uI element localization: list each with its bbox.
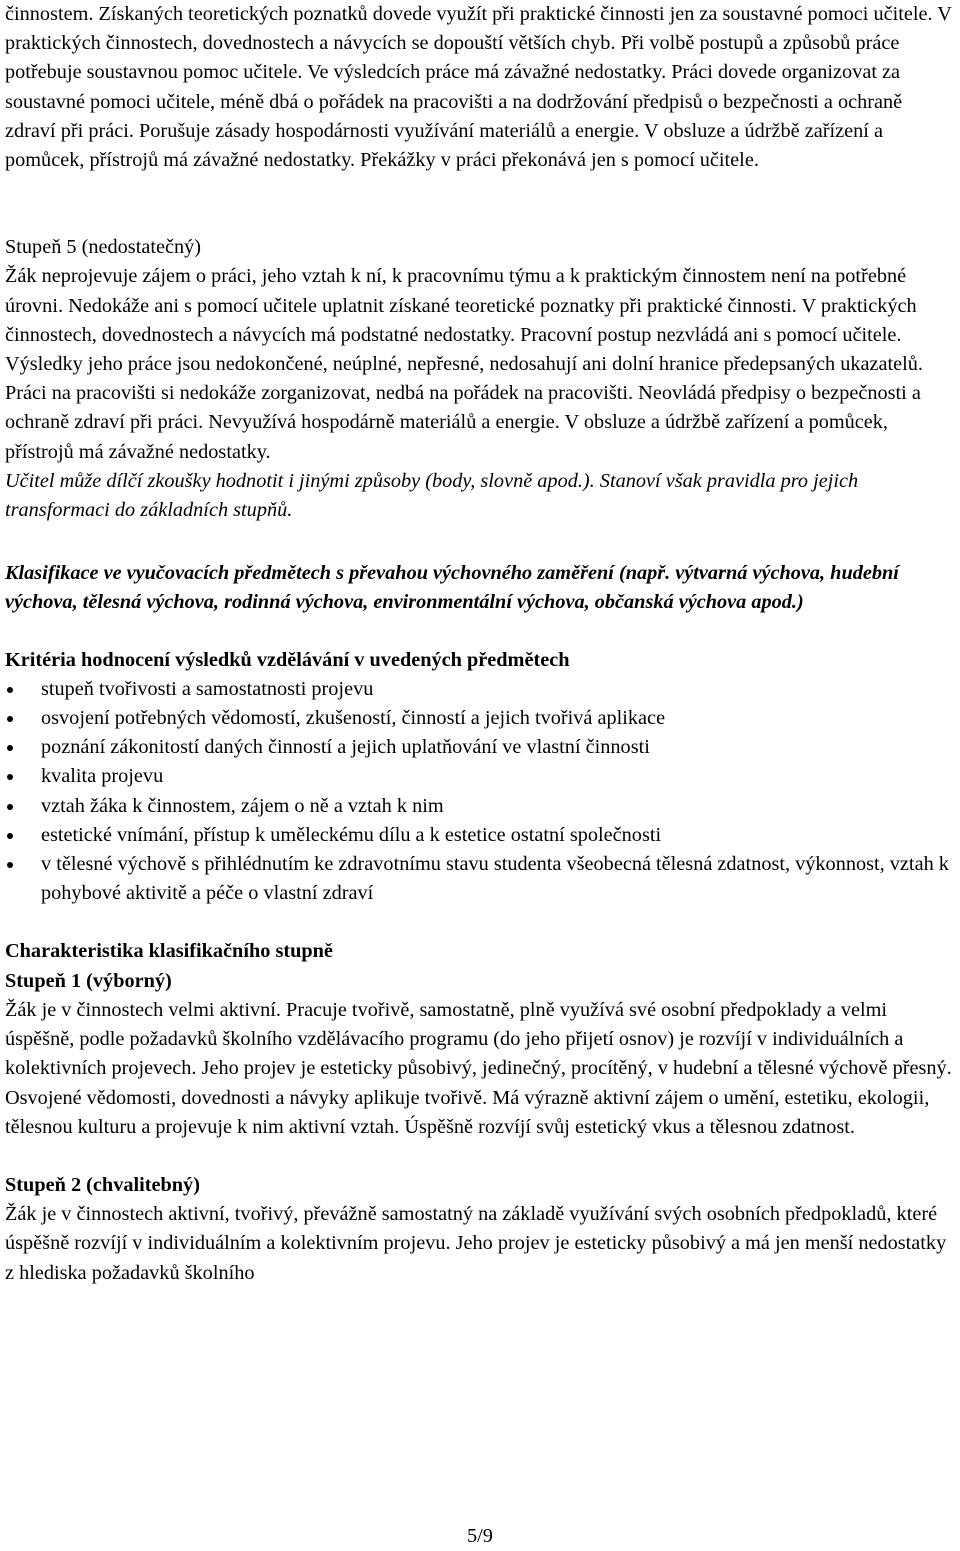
grade-5-section [5,233,955,525]
list-item [5,762,955,791]
list-item [5,821,955,850]
list-item-text: kvalita projevu [41,765,164,788]
spacer [5,908,955,937]
list-item [5,850,955,908]
intro-paragraph: činnostem. Získaných teoretických poznatků dovede využít při praktické činnosti jen za soustavné pomoci učitele. V praktických činnostech, dovednostech a návycích se dopouští větších chyb. Při volbě postupů a způsobů práce potřebuje soustavnou pomoc učitele. Ve výsledcích práce má závažné nedostatky. Práci dovede organizovat za soustavné pomoci učitele, méně dbá o pořádek na pracovišti a na dodržování předpisů o bezpečnosti a ochraně zdraví při práci. Porušuje zásady hospodárnosti využívání materiálů a energie. V obsluze a údržbě zařízení a pomůcek, přístrojů má závažné nedostatky. Překážky v práci překonává jen s pomocí učitele. [5,3,952,172]
teacher-note: Učitel může dílčí zkoušky hodnotit i jinými způsoby (body, slovně apod.). Stanoví však pravidla pro jejich transformaci do základních stupňů. [5,469,859,522]
list-item-text: poznání zákonitostí daných činností a jejich uplatňování ve vlastní činnosti [41,736,650,759]
list-item-text: estetické vnímání, přístup k uměleckému dílu a k estetice ostatní společnosti [41,823,662,846]
classification-heading: Klasifikace ve vyučovacích předmětech s převahou výchovného zaměření (např. výtvarná výchova, hudební výchova, tělesná výchova, rodinná výchova, environmentální výchova, občanská výchova apod.) [5,562,899,614]
list-item-text: stupeň tvořivosti a samostatnosti projevu [41,677,374,700]
grade-5-text: Žák neprojevuje zájem o práci, jeho vztah k ní, k pracovnímu týmu a k praktickým činnostem není na potřebné úrovni. Nedokáže ani s pomocí učitele uplatnit získané teoretické poznatky při praktické činnosti. V praktických činnostech, dovednostech a návycích má podstatné nedostatky. Pracovní postup nezvládá ani s pomocí učitele. Výsledky jeho práce jsou nedokončené, neúplné, nepřesné, nedosahují ani dolní hranice předepsaných ukazatelů. Práci na pracovišti si nedokáže zorganizovat, nedbá na pořádek na pracovišti. Neovládá předpisy o bezpečnosti a ochraně zdraví při práci. Nevyužívá hospodárně materiálů a energie. V obsluze a údržbě zařízení a pomůcek, přístrojů má závažné nedostatky. [5,265,923,463]
characteristic-section [5,937,955,1287]
grade-1-title: Stupeň 1 (výborný) [5,969,172,992]
criteria-list [5,675,955,909]
spacer [5,525,955,559]
grade-1-text: Žák je v činnostech velmi aktivní. Pracuje tvořivě, samostatně, plně využívá své osobní předpoklady a velmi úspěšně, podle požadavků školního vzdělávacího programu (do jeho přijetí osnov) je rozvíjí v individuálních a kolektivních projevech. Jeho projev je esteticky působivý, jedinečný, procítěný, v hudební a tělesné výchově přesný. Osvojené vědomosti, dovednosti a návyky aplikuje tvořivě. Má výrazně aktivní zájem o umění, estetiku, ekologii, tělesnou kulturu a projevuje k nim aktivní vztah. Úspěšně rozvíjí svůj estetický vkus a tělesnou zdatnost. [5,998,952,1138]
document-page [5,0,955,1288]
criteria-section [5,646,955,909]
criteria-heading: Kritéria hodnocení výsledků vzdělávání v uvedených předmětech [5,648,570,671]
list-item [5,733,955,762]
spacer [5,175,955,233]
list-item-text: vztah žáka k činnostem, zájem o ně a vztah k nim [41,794,444,817]
grade-2-text: Žák je v činnostech aktivní, tvořivý, převážně samostatný na základě využívání svých osobních předpokladů, které úspěšně rozvíjí v individuálním a kolektivním projevu. Jeho projev je esteticky působivý a má jen menší nedostatky z hlediska požadavků školního [5,1203,947,1284]
spacer [5,618,955,646]
grade-2-title: Stupeň 2 (chvalitebný) [5,1173,200,1196]
spacer [5,1142,955,1171]
list-item-text: osvojení potřebných vědomostí, zkušeností, činností a jejich tvořivá aplikace [41,707,666,730]
list-item [5,704,955,733]
characteristic-heading: Charakteristika klasifikačního stupně [5,940,333,963]
list-item [5,792,955,821]
list-item-text: v tělesné výchově s přihlédnutím ke zdravotnímu stavu studenta všeobecná tělesná zdatnost, výkonnost, vztah k pohybové aktivitě a péče o vlastní zdraví [41,853,949,905]
grade-5-title: Stupeň 5 (nedostatečný) [5,236,201,259]
page-number: 5/9 [467,1525,493,1547]
list-item [5,675,955,704]
